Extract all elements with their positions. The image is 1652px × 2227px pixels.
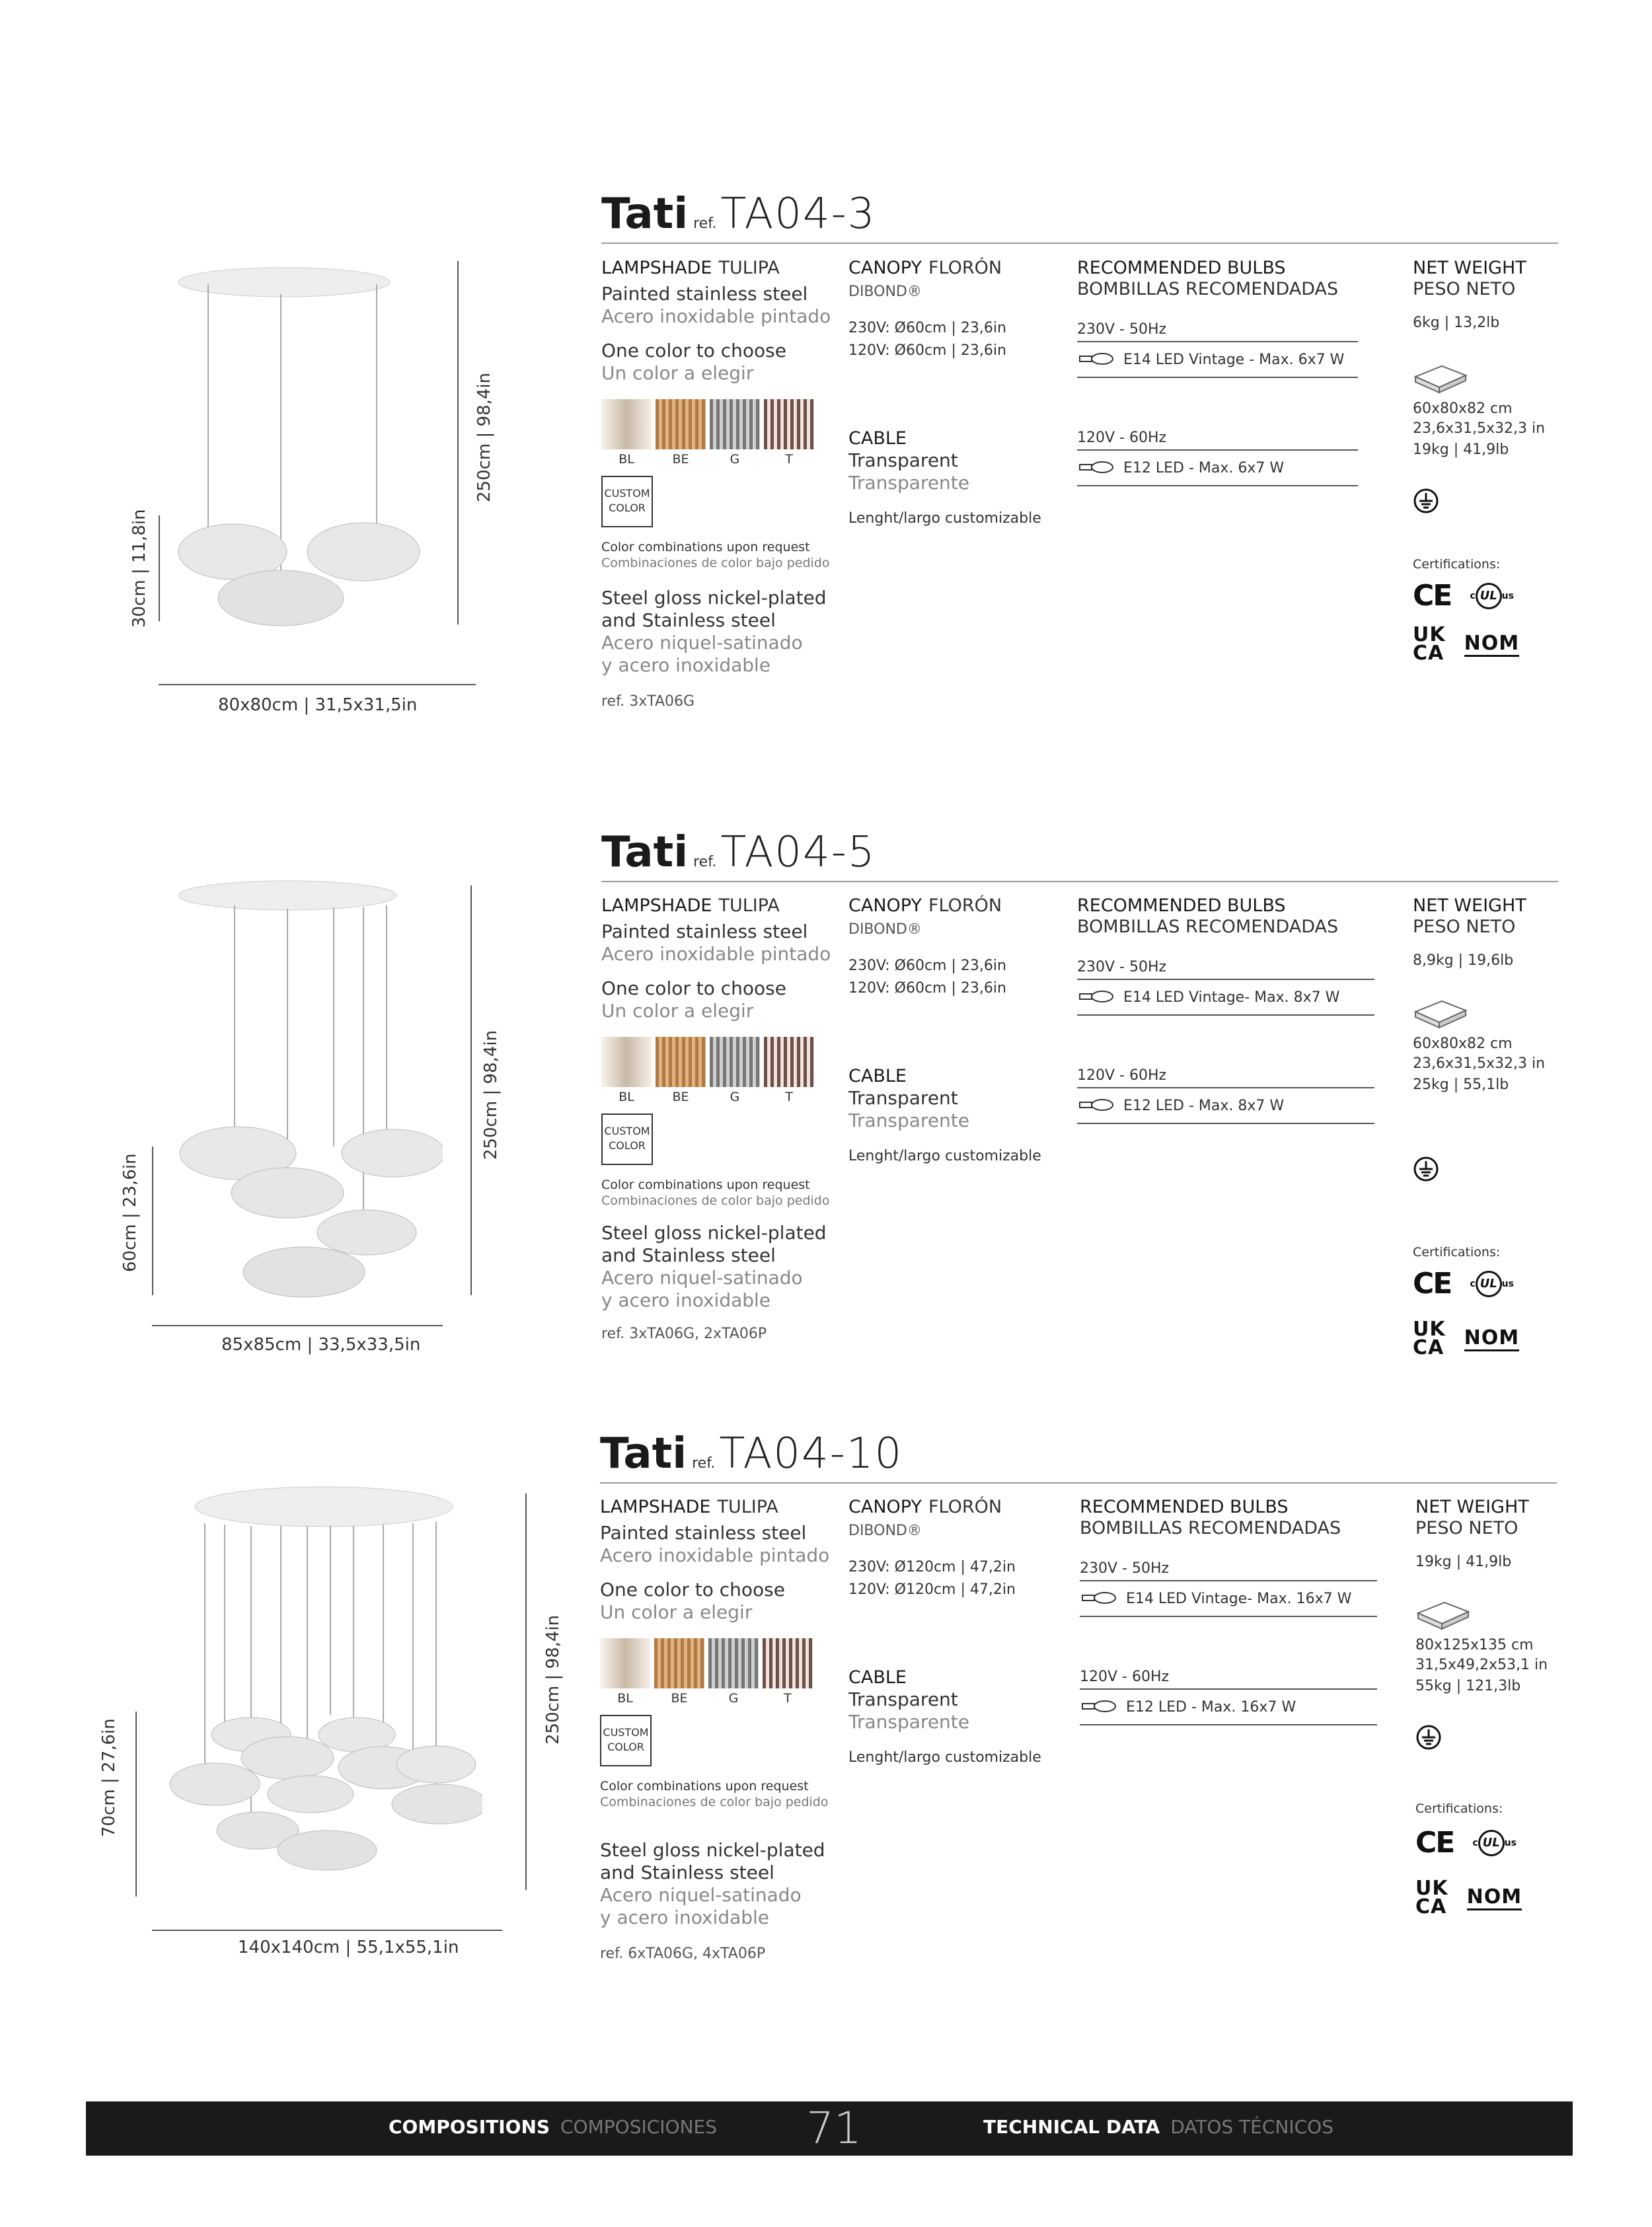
box-icon bbox=[1415, 1600, 1567, 1633]
ce-mark-icon: CE bbox=[1413, 579, 1452, 613]
swatch-t[interactable] bbox=[763, 1638, 813, 1688]
footer-section-technical-data[interactable]: TECHNICAL DATA DATOS TÉCNICOS bbox=[983, 2116, 1333, 2138]
product-code: TA04-3 bbox=[720, 190, 876, 239]
canopy-column: CANOPY FLORÓN DIBOND® 230V: Ø120cm | 47,2in 120V: Ø120cm | 47,2in CABLE Transparent Transparente Lenght/largo customizable bbox=[848, 1497, 1041, 1766]
nom-mark-icon: NOM bbox=[1464, 1326, 1519, 1351]
swatch-be[interactable] bbox=[654, 1638, 704, 1688]
page-number: 71 bbox=[806, 2103, 862, 2154]
product-code: TA04-5 bbox=[720, 828, 876, 877]
width-dimension: 80x80cm | 31,5x31,5in bbox=[218, 695, 418, 715]
lampshade-column: LAMPSHADE TULIPA Painted stainless steel Acero inoxidable pintado One color to choose Un color a elegir BL BE G T CUSTOM COLOR Color combinations upon request Combinaciones de color bajo pedido Steel gloss nickel-plated and Stainless steel Acero niquel-satinado y acero inoxidable ref. 3xTA06G, 2xTA06P bbox=[601, 895, 833, 1343]
ukca-mark-icon: UK CA bbox=[1413, 623, 1446, 665]
ul-mark-icon: c UL us bbox=[1472, 1830, 1517, 1856]
composition-reference: ref. 3xTA06G bbox=[601, 693, 695, 710]
drop-dimension: 250cm | 98,4in bbox=[543, 1614, 563, 1745]
product-name: Tati bbox=[600, 1429, 687, 1478]
ce-mark-icon: CE bbox=[1413, 1267, 1452, 1301]
nom-mark-icon: NOM bbox=[1464, 632, 1519, 657]
bulb-icon bbox=[1080, 1700, 1117, 1716]
product-name: Tati bbox=[601, 190, 689, 239]
ukca-mark-icon: UK CA bbox=[1413, 1318, 1446, 1359]
drop-dimension: 250cm | 98,4in bbox=[474, 372, 494, 502]
color-swatches[interactable] bbox=[600, 1638, 831, 1688]
composition-reference: ref. 3xTA06G, 2xTA06P bbox=[601, 1326, 767, 1342]
nom-mark-icon: NOM bbox=[1467, 1885, 1522, 1910]
product-drawing bbox=[152, 1484, 482, 1893]
weight-column: NET WEIGHT PESO NETO 6kg | 13,2lb 60x80x82 cm 23,6x31,5x32,3 in 19kg | 41,9lb Certifications: CE c UL us UK CA NOM bbox=[1413, 258, 1565, 663]
weight-column: NET WEIGHT PESO NETO 8,9kg | 19,6lb 60x80x82 cm 23,6x31,5x32,3 in 25kg | 55,1lb Certifications: CE c UL us UK CA NOM bbox=[1413, 895, 1565, 1357]
weight-column: NET WEIGHT PESO NETO 19kg | 41,9lb 80x125x135 cm 31,5x49,2x53,1 in 55kg | 121,3lb Certifications: CE c UL us UK CA NOM bbox=[1415, 1497, 1567, 1916]
footer-section-compositions[interactable]: COMPOSITIONS COMPOSICIONES bbox=[389, 2116, 718, 2138]
ce-mark-icon: CE bbox=[1415, 1826, 1454, 1860]
swatch-bl[interactable] bbox=[600, 1638, 650, 1688]
ul-mark-icon: c UL us bbox=[1470, 1271, 1514, 1297]
ul-mark-icon: c UL us bbox=[1470, 583, 1514, 609]
height-dimension: 60cm | 23,6in bbox=[120, 1153, 140, 1272]
bulbs-column: RECOMMENDED BULBS BOMBILLAS RECOMENDADAS 230V - 50Hz E14 LED Vintage- Max. 16x7 W 120V - 60Hz E12 LED - Max. 16x7 W bbox=[1080, 1497, 1384, 1725]
custom-color-box[interactable]: CUSTOM COLOR bbox=[600, 1715, 652, 1766]
custom-color-box[interactable]: CUSTOM COLOR bbox=[601, 1114, 653, 1165]
product-code: TA04-10 bbox=[719, 1429, 903, 1478]
bulbs-column: RECOMMENDED BULBS BOMBILLAS RECOMENDADAS 230V - 50Hz E14 LED Vintage - Max. 6x7 W 120V - 60Hz E12 LED - Max. 6x7 W bbox=[1077, 258, 1361, 486]
custom-color-box[interactable]: CUSTOM COLOR bbox=[601, 476, 653, 527]
ref-label: ref. bbox=[692, 1455, 716, 1472]
lampshade-column: LAMPSHADE TULIPA Painted stainless steel Acero inoxidable pintado One color to choose Un color a elegir BL BE G T CUSTOM COLOR Color combinations upon request Combinaciones de color bajo pedido Steel gloss nickel-plated and Stainless steel Acero niquel-satinado y acero inoxidable ref. 3xTA06G bbox=[601, 258, 833, 711]
bulbs-column: RECOMMENDED BULBS BOMBILLAS RECOMENDADAS 230V - 50Hz E14 LED Vintage- Max. 8x7 W 120V - 60Hz E12 LED - Max. 8x7 W bbox=[1077, 895, 1381, 1124]
product-name: Tati bbox=[601, 828, 689, 877]
width-dimension: 85x85cm | 33,5x33,5in bbox=[221, 1335, 421, 1355]
ground-icon bbox=[1415, 1724, 1567, 1753]
bulb-icon bbox=[1080, 1591, 1117, 1607]
ref-label: ref. bbox=[693, 215, 717, 232]
swatch-g[interactable] bbox=[708, 1638, 759, 1688]
ref-label: ref. bbox=[693, 854, 717, 870]
lampshade-column: LAMPSHADE TULIPA Painted stainless steel Acero inoxidable pintado One color to choose Un color a elegir BL BE G T CUSTOM COLOR Color combinations upon request Combinaciones de color bajo pedido Steel gloss nickel-plated and Stainless steel Acero niquel-satinado y acero inoxidable ref. 6xTA06G, 4xTA06P bbox=[600, 1497, 831, 1963]
height-dimension: 70cm | 27,6in bbox=[99, 1718, 119, 1837]
drop-dimension: 250cm | 98,4in bbox=[481, 1030, 501, 1160]
composition-reference: ref. 6xTA06G, 4xTA06P bbox=[600, 1945, 766, 1962]
height-dimension: 30cm | 11,8in bbox=[130, 509, 149, 628]
width-dimension: 140x140cm | 55,1x55,1in bbox=[238, 1938, 459, 1957]
canopy-column: CANOPY FLORÓN DIBOND® 230V: Ø60cm | 23,6in 120V: Ø60cm | 23,6in CABLE Transparent Transparente Lenght/largo customizable bbox=[848, 895, 1041, 1164]
canopy-column: CANOPY FLORÓN DIBOND® 230V: Ø60cm | 23,6in 120V: Ø60cm | 23,6in CABLE Transparent Transparente Lenght/largo customizable bbox=[848, 258, 1041, 527]
ukca-mark-icon: UK CA bbox=[1415, 1877, 1448, 1918]
product-title bbox=[600, 1429, 903, 1478]
page-footer bbox=[86, 2101, 1573, 2156]
